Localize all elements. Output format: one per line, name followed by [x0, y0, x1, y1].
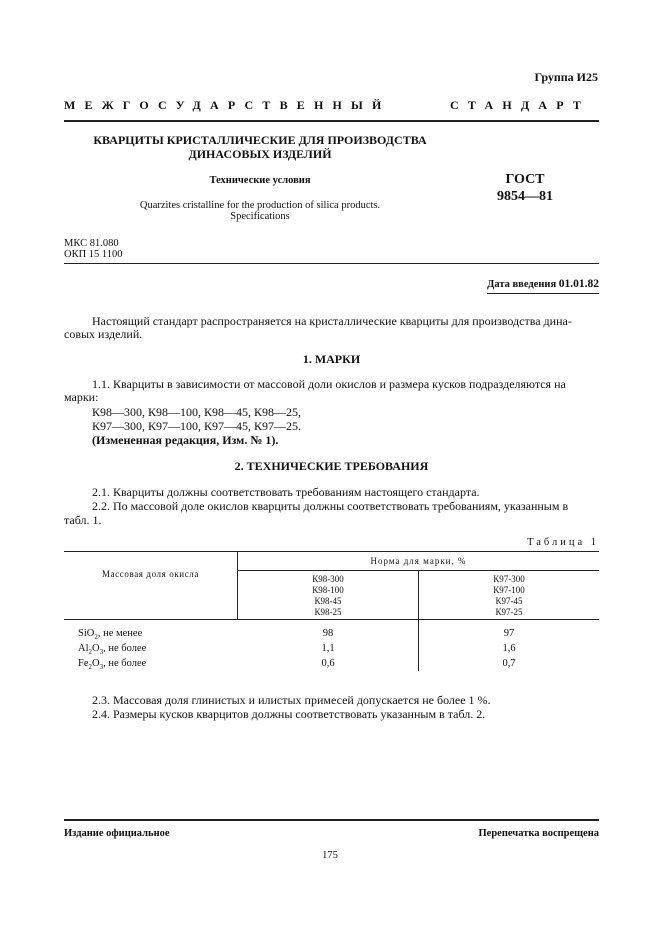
grade-cell: К98-45	[314, 596, 342, 606]
okp-code: ОКП 15 1100	[64, 249, 123, 260]
s1-paragraph-line2: марки:	[64, 390, 99, 404]
standard-title-part1: МЕЖГОСУДАРСТВЕННЫЙ	[64, 98, 391, 112]
page-number: 175	[322, 850, 338, 861]
grade-cell: К97-25	[495, 607, 523, 617]
table-cell: 1,6	[502, 643, 516, 654]
gost-label: ГОСТ	[505, 172, 545, 187]
intro-paragraph-line1: Настоящий стандарт распространяется на кристаллические кварциты для производства дина-	[92, 314, 572, 328]
codes-rule	[64, 263, 599, 264]
s1-paragraph-line1: 1.1. Кварциты в зависимости от массовой доли окислов и размера кусков подразделяются на	[92, 377, 566, 391]
table-cell: 0,7	[502, 658, 516, 669]
grade-cell: К97-300	[493, 574, 525, 584]
doc-title-line1: КВАРЦИТЫ КРИСТАЛЛИЧЕСКИЕ ДЛЯ ПРОИЗВОДСТВА	[93, 133, 427, 147]
table-cell: 1,1	[321, 643, 335, 654]
table1-col1-header: Массовая доля окисла	[101, 569, 199, 579]
header-rule	[64, 120, 599, 122]
english-title-line2: Specifications	[230, 211, 290, 222]
grade-cell: К98-100	[312, 585, 344, 595]
group-label: Группа И25	[534, 70, 598, 84]
section2-title: 2. ТЕХНИЧЕСКИЕ ТРЕБОВАНИЯ	[234, 459, 429, 473]
intro-date-label: Дата введения	[487, 279, 557, 290]
section1-title: 1. МАРКИ	[302, 352, 361, 366]
doc-subtitle: Технические условия	[209, 175, 311, 186]
s1-grades-line2: К97—300, К97—100, К97—45, К97—25.	[92, 419, 302, 433]
intro-paragraph-line2: совых изделий.	[64, 327, 143, 341]
table-row-label: $Al_2O_3$, не более	[78, 643, 147, 657]
table1	[64, 551, 599, 671]
grade-cell: К97-100	[493, 585, 525, 595]
intro-date-value: 01.01.82	[558, 278, 599, 290]
standard-title-part2: СТАНДАРТ	[450, 98, 591, 112]
table1-caption: Таблица 1	[527, 537, 599, 548]
table-cell: 97	[503, 628, 515, 639]
english-title-line1: Quarzites cristalline for the production of silica products.	[139, 200, 381, 211]
grade-cell: К98-300	[312, 574, 344, 584]
gost-number: 9854—81	[497, 189, 553, 204]
table-cell: 0,6	[321, 658, 335, 669]
table1-norm-header: Норма для марки, %	[370, 556, 467, 566]
footer-rule	[64, 819, 599, 821]
table-cell: 98	[322, 628, 334, 639]
table-row-label: $Fe_2O_3$, не более	[78, 658, 147, 672]
intro-date-rule	[487, 293, 599, 294]
s2-paragraph-4: 2.4. Размеры кусков кварцитов должны соответствовать указанным в табл. 2.	[92, 707, 486, 721]
grade-cell: К97-45	[495, 596, 523, 606]
table-row-label: SiO$_2$, не менее	[78, 628, 143, 642]
s2-paragraph-2-line2: табл. 1.	[64, 513, 102, 527]
s1-grades-line1: К98—300, К98—100, К98—45, К98—25,	[92, 405, 302, 419]
table1-grades-a	[238, 574, 418, 618]
grade-cell: К98-25	[314, 607, 342, 617]
footer-official-edition: Издание официальное	[64, 828, 170, 839]
doc-title-line2: ДИНАСОВЫХ ИЗДЕЛИЙ	[188, 147, 332, 161]
intro-date-line	[380, 278, 599, 291]
s1-amendment-note: (Измененная редакция, Изм. № 1).	[92, 433, 279, 447]
mks-code: МКС 81.080	[64, 238, 119, 249]
s2-paragraph-2-line1: 2.2. По массовой доле окислов кварциты должны соответствовать требованиям, указанным в	[92, 499, 569, 513]
table1-grades-b	[419, 574, 599, 618]
s2-paragraph-1: 2.1. Кварциты должны соответствовать требованиям настоящего стандарта.	[92, 485, 480, 499]
footer-reprint-prohibited: Перепечатка воспрещена	[478, 828, 599, 839]
s2-paragraph-3: 2.3. Массовая доля глинистых и илистых примесей допускается не более 1 %.	[92, 693, 491, 707]
